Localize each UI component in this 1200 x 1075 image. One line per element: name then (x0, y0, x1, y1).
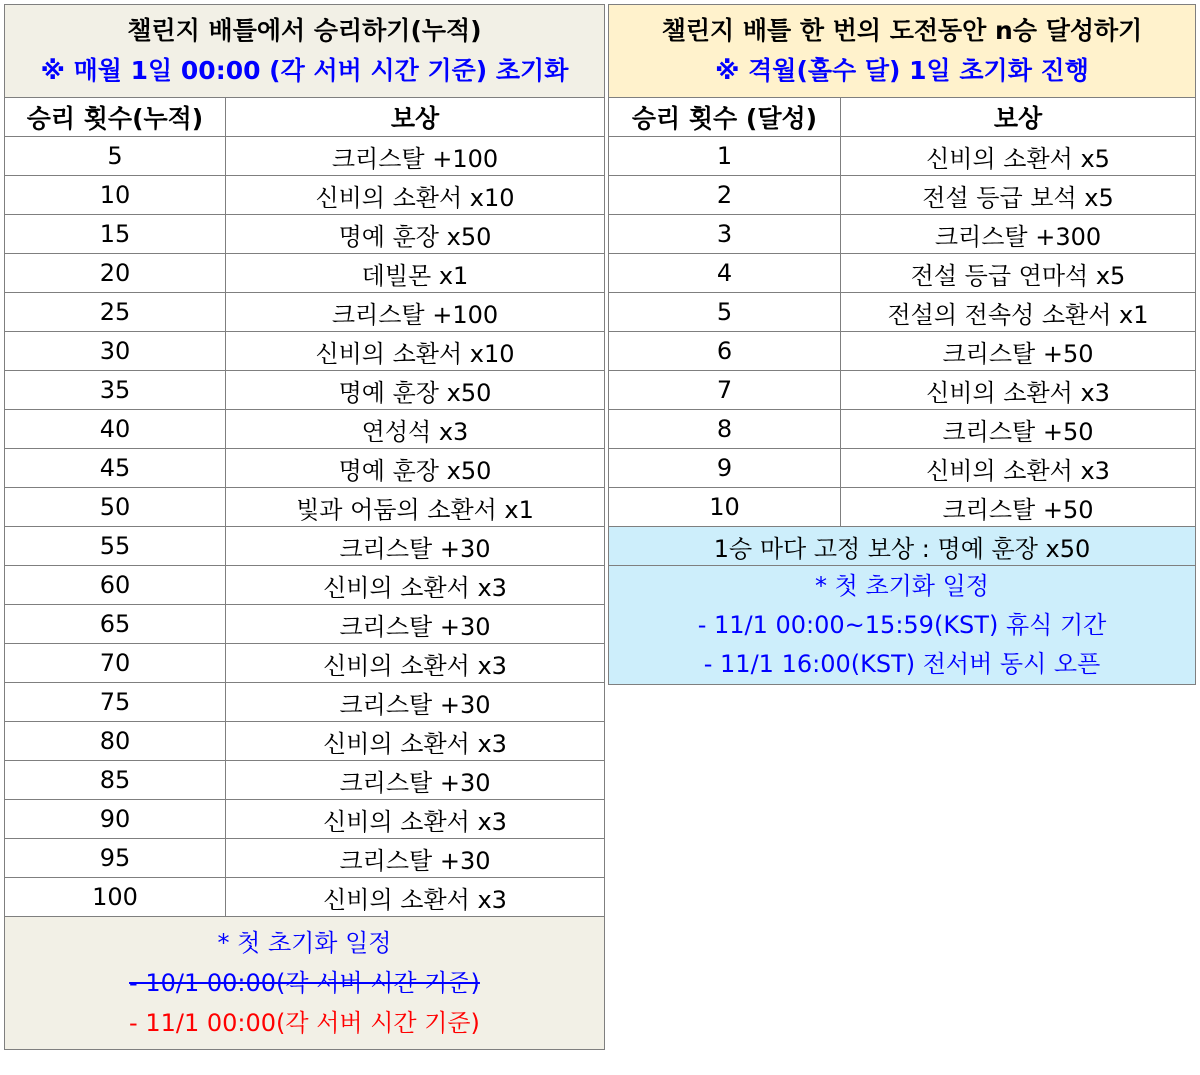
table-row (5, 332, 605, 371)
fixed-reward-row (609, 527, 1196, 566)
wins-cell: 6 (609, 332, 841, 371)
reward-cell: 데빌몬 x1 (226, 254, 605, 293)
table-row (609, 371, 1196, 410)
first-reset-schedule (609, 566, 1196, 685)
table-row (609, 176, 1196, 215)
reward-cell: 크리스탈 +300 (841, 215, 1196, 254)
schedule-footer-row (5, 917, 605, 1050)
wins-cell: 20 (5, 254, 226, 293)
wins-cell: 5 (5, 137, 226, 176)
wins-cell: 80 (5, 722, 226, 761)
table-row (609, 332, 1196, 371)
cumulative-table-title: 챌린지 배틀에서 승리하기(누적) (127, 16, 482, 45)
wins-cell: 10 (609, 488, 841, 527)
reward-cell: 전설 등급 연마석 x5 (841, 254, 1196, 293)
reward-cell: 신비의 소환서 x3 (226, 566, 605, 605)
reward-cell: 신비의 소환서 x10 (226, 332, 605, 371)
wins-cell: 70 (5, 644, 226, 683)
rest-period-line: - 11/1 00:00~15:59(KST) 휴식 기간 (697, 610, 1107, 639)
wins-cell: 9 (609, 449, 841, 488)
reward-cell: 크리스탈 +50 (841, 410, 1196, 449)
single-run-table-reset-note: ※ 격월(홀수 달) 1일 초기화 진행 (715, 56, 1089, 85)
column-header-reward: 보상 (226, 98, 605, 137)
table-row (5, 137, 605, 176)
wins-cell: 35 (5, 371, 226, 410)
wins-cell: 75 (5, 683, 226, 722)
table-row (609, 293, 1196, 332)
table-row (5, 878, 605, 917)
reward-cell: 크리스탈 +50 (841, 332, 1196, 371)
table-row (609, 137, 1196, 176)
reward-cell: 신비의 소환서 x3 (226, 644, 605, 683)
schedule-heading: * 첫 초기화 일정 (815, 571, 989, 600)
table-row (5, 800, 605, 839)
table-row (5, 644, 605, 683)
table-row (5, 176, 605, 215)
wins-cell: 65 (5, 605, 226, 644)
first-reset-schedule (5, 917, 605, 1050)
schedule-note-row (609, 566, 1196, 685)
table-row (5, 371, 605, 410)
reward-cell: 신비의 소환서 x3 (226, 878, 605, 917)
wins-cell: 4 (609, 254, 841, 293)
wins-cell: 1 (609, 137, 841, 176)
reward-cell: 명예 훈장 x50 (226, 449, 605, 488)
wins-cell: 2 (609, 176, 841, 215)
reward-cell: 신비의 소환서 x3 (226, 800, 605, 839)
table-row (609, 254, 1196, 293)
wins-cell: 10 (5, 176, 226, 215)
reward-cell: 명예 훈장 x50 (226, 215, 605, 254)
wins-cell: 25 (5, 293, 226, 332)
reward-cell: 크리스탈 +100 (226, 137, 605, 176)
wins-cell: 95 (5, 839, 226, 878)
wins-cell: 8 (609, 410, 841, 449)
reward-cell: 크리스탈 +30 (226, 605, 605, 644)
cancelled-reset-date: - 10/1 00:00(각 서버 시간 기준) (129, 969, 480, 997)
wins-cell: 15 (5, 215, 226, 254)
column-header-wins: 승리 횟수 (달성) (609, 98, 841, 137)
wins-cell: 85 (5, 761, 226, 800)
wins-cell: 60 (5, 566, 226, 605)
table-row (5, 839, 605, 878)
cumulative-table-header (5, 5, 605, 98)
reward-cell: 연성석 x3 (226, 410, 605, 449)
open-time-line: - 11/1 16:00(KST) 전서버 동시 오픈 (703, 649, 1101, 678)
single-run-table-header (609, 5, 1196, 98)
wins-cell: 100 (5, 878, 226, 917)
reward-cell: 신비의 소환서 x3 (841, 371, 1196, 410)
table-row (609, 449, 1196, 488)
wins-cell: 5 (609, 293, 841, 332)
table-row (5, 722, 605, 761)
wins-cell: 30 (5, 332, 226, 371)
table-row (5, 605, 605, 644)
reward-cell: 크리스탈 +30 (226, 839, 605, 878)
wins-cell: 3 (609, 215, 841, 254)
table-row (609, 215, 1196, 254)
single-run-wins-table (608, 4, 1196, 685)
reward-cell: 신비의 소환서 x3 (226, 722, 605, 761)
reward-cell: 크리스탈 +30 (226, 761, 605, 800)
reward-cell: 신비의 소환서 x3 (841, 449, 1196, 488)
wins-cell: 45 (5, 449, 226, 488)
table-row (5, 215, 605, 254)
table-row (609, 488, 1196, 527)
fixed-reward-note: 1승 마다 고정 보상 : 명예 훈장 x50 (609, 527, 1196, 566)
reward-cell: 빛과 어둠의 소환서 x1 (226, 488, 605, 527)
reward-cell: 명예 훈장 x50 (226, 371, 605, 410)
updated-reset-date: - 11/1 00:00(각 서버 시간 기준) (129, 1009, 480, 1037)
wins-cell: 90 (5, 800, 226, 839)
reward-cell: 크리스탈 +30 (226, 683, 605, 722)
reward-cell: 신비의 소환서 x5 (841, 137, 1196, 176)
table-row (5, 449, 605, 488)
table-row (5, 488, 605, 527)
reward-cell: 신비의 소환서 x10 (226, 176, 605, 215)
table-row (5, 410, 605, 449)
reward-cell: 크리스탈 +30 (226, 527, 605, 566)
cumulative-table-reset-note: ※ 매월 1일 00:00 (각 서버 시간 기준) 초기화 (40, 56, 569, 85)
wins-cell: 50 (5, 488, 226, 527)
reward-cell: 전설의 전속성 소환서 x1 (841, 293, 1196, 332)
cumulative-wins-table (4, 4, 605, 1050)
table-row (5, 293, 605, 332)
reward-cell: 크리스탈 +100 (226, 293, 605, 332)
table-row (5, 527, 605, 566)
table-row (5, 761, 605, 800)
reward-cell: 전설 등급 보석 x5 (841, 176, 1196, 215)
column-header-wins: 승리 횟수(누적) (5, 98, 226, 137)
wins-cell: 40 (5, 410, 226, 449)
schedule-heading: * 첫 초기화 일정 (217, 929, 392, 957)
table-row (5, 683, 605, 722)
wins-cell: 7 (609, 371, 841, 410)
table-row (5, 254, 605, 293)
column-header-reward: 보상 (841, 98, 1196, 137)
table-row (5, 566, 605, 605)
wins-cell: 55 (5, 527, 226, 566)
table-row (609, 410, 1196, 449)
reward-cell: 크리스탈 +50 (841, 488, 1196, 527)
single-run-table-title: 챌린지 배틀 한 번의 도전동안 n승 달성하기 (661, 16, 1143, 45)
